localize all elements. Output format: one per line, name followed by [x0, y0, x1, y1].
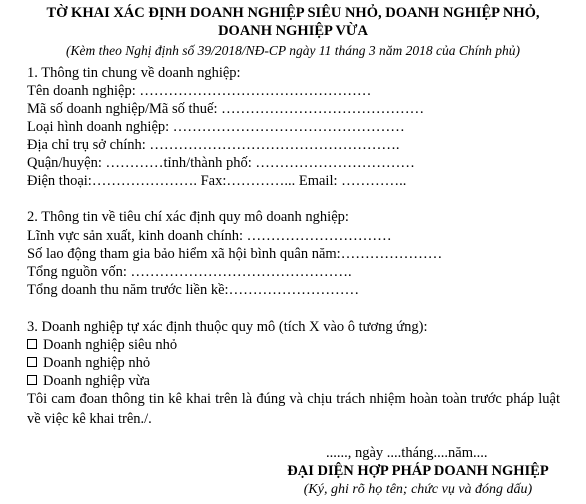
field-main-business: Lĩnh vực sản xuất, kinh doanh chính: ………………………… [27, 228, 392, 244]
field-company-type: Loại hình doanh nghiệp: ………………………………………… [27, 119, 405, 135]
signature-note: (Ký, ghi rõ họ tên; chức vụ và đóng dấu) [303, 482, 533, 497]
section2-heading: 2. Thông tin về tiêu chí xác định quy mô doanh nghiệp: [27, 209, 349, 225]
field-tax-code: Mã số doanh nghiệp/Mã số thuế: …………………………………… [27, 101, 425, 117]
checkbox-micro[interactable] [27, 339, 37, 349]
checkbox-medium[interactable] [27, 375, 37, 385]
option-small-enterprise[interactable] [27, 354, 150, 372]
section1-heading: 1. Thông tin chung về doanh nghiệp: [27, 65, 241, 81]
field-district-province: Quận/huyện: …………tỉnh/thành phố: …………………………… [27, 155, 415, 171]
field-employee-count: Số lao động tham gia bảo hiểm xã hội bình quân năm:………………… [27, 246, 443, 262]
field-total-capital: Tổng nguồn vốn: ………………………………………. [27, 264, 352, 280]
option-micro-label: Doanh nghiệp siêu nhỏ [43, 337, 178, 353]
checkbox-small[interactable] [27, 357, 37, 367]
declaration-text: Tôi cam đoan thông tin kê khai trên là đúng và chịu trách nhiệm hoàn toàn trước pháp luật về việc kê khai trên./. [27, 391, 560, 427]
field-head-office-address: Địa chỉ trụ sở chính: ……………………………………………. [27, 137, 400, 153]
signature-date-line: ......, ngày ....tháng....năm.... [326, 445, 488, 461]
field-phone-fax-email: Điện thoại:…………………. Fax:…………... Email: ………….. [27, 173, 407, 189]
form-title-line1: TỜ KHAI XÁC ĐỊNH DOANH NGHIỆP SIÊU NHỎ, DOANH NGHIỆP NHỎ, [46, 5, 540, 21]
field-total-revenue: Tổng doanh thu năm trước liền kề:……………………… [27, 282, 360, 298]
section3-heading: 3. Doanh nghiệp tự xác định thuộc quy mô (tích X vào ô tương ứng): [27, 319, 428, 335]
field-company-name: Tên doanh nghiệp: ………………………………………… [27, 83, 372, 99]
option-medium-label: Doanh nghiệp vừa [43, 373, 150, 389]
option-small-label: Doanh nghiệp nhỏ [43, 355, 151, 371]
form-subtitle: (Kèm theo Nghị định số 39/2018/NĐ-CP ngày 11 tháng 3 năm 2018 của Chính phủ) [66, 43, 520, 58]
signature-title: ĐẠI DIỆN HỢP PHÁP DOANH NGHIỆP [287, 463, 549, 479]
option-micro-enterprise[interactable] [27, 336, 177, 354]
form-title-line2: DOANH NGHIỆP VỪA [218, 23, 368, 39]
option-medium-enterprise[interactable] [27, 372, 150, 390]
